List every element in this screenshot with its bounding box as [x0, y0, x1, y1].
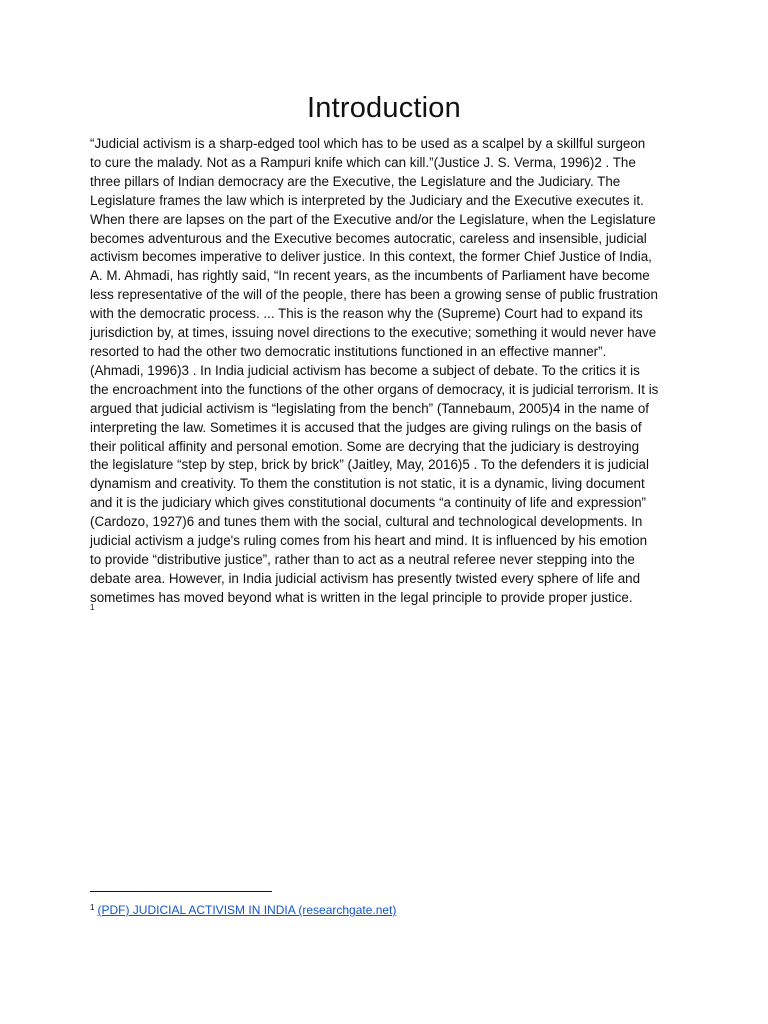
footnote-separator [90, 891, 272, 892]
page-title: Introduction [307, 92, 461, 124]
footnote-link[interactable]: (PDF) JUDICIAL ACTIVISM IN INDIA (researchgate.net) [97, 903, 397, 917]
footnote-reference-marker: 1 [90, 603, 95, 612]
body-paragraph: “Judicial activism is a sharp-edged tool which has to be used as a scalpel by a skillful surgeon to cure the malady. Not as a Rampuri knife which can kill.”(Justice J. S. Verma, 1996)2 . The three pillars of Indian democracy are the Executive, the Legislature and the Judiciary. The Legislature frames the law which is interpreted by the Judiciary and the Executive executes it. When there are lapses on the part of the Executive and/or the Legislature, when the Legislature becomes adventurous and the Executive becomes autocratic, careless and insensible, judicial activism becomes imperative to deliver justice. In this context, the former Chief Justice of India, A. M. Ahmadi, has rightly said, “In recent years, as the incumbents of Parliament have become less representative of the will of the people, there has been a growing sense of public frustration with the democratic process. ... This is the reason why the (Supreme) Court had to expand its jurisdiction by, at times, issuing novel directions to the executive; something it would never have resorted to had the other two democratic institutions functioned in an effective manner”. (Ahmadi, 1996)3 . In India judicial activism has become a subject of debate. To the critics it is the encroachment into the functions of the other organs of democracy, it is judicial terrorism. It is argued that judicial activism is “legislating from the bench” (Tannebaum, 2005)4 in the name of interpreting the law. Sometimes it is accused that the judges are giving rulings on the basis of their political affinity and personal emotion. Some are decrying that the judiciary is destroying the legislature “step by step, brick by brick” (Jaitley, May, 2016)5 . To the defenders it is judicial dynamism and creativity. To them the constitution is not static, it is a dynamic, living document and it is the judiciary which gives constitutional documents “a continuity of life and expression” (Cardozo, 1927)6 and tunes them with the social, cultural and technological developments. In judicial activism a judge's ruling comes from his heart and mind. It is influenced by his emotion to provide “distributive justice”, rather than to act as a neutral referee never stepping into the debate area. However, in India judicial activism has presently twisted every sphere of life and sometimes has moved beyond what is written in the legal principle to provide proper justice. [90, 136, 659, 605]
footnote [90, 900, 396, 918]
footnote-number: 1 [90, 903, 95, 912]
